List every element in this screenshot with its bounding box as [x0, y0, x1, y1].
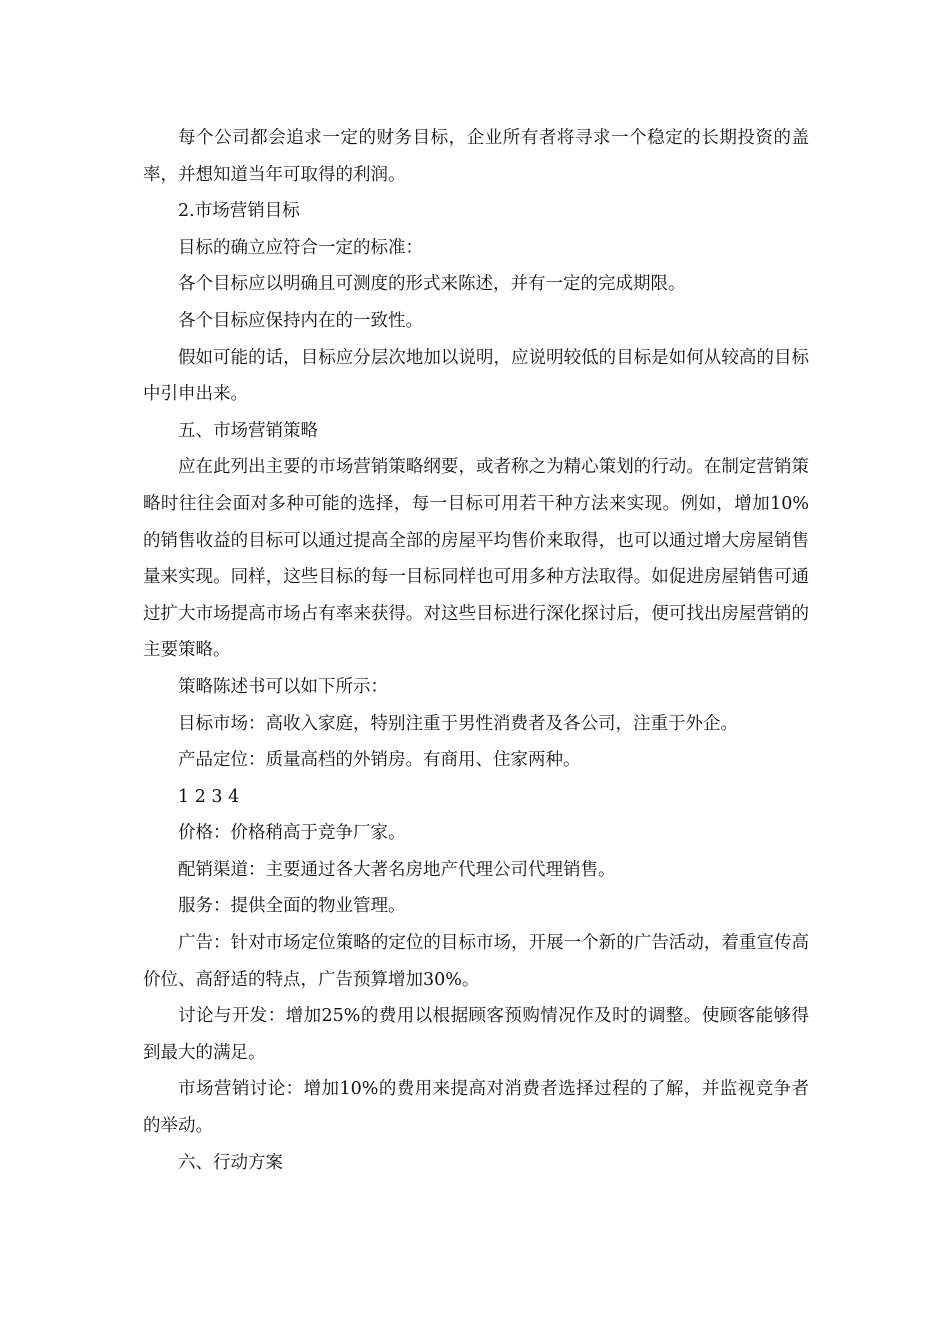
paragraph-distribution: 配销渠道：主要通过各大著名房地产代理公司代理销售。: [178, 859, 616, 880]
heading-marketing-goals: 2.市场营销目标: [178, 201, 300, 222]
paragraph-product-positioning: 产品定位：质量高档的外销房。有商用、住家两种。: [178, 750, 581, 771]
document-body: [143, 120, 809, 1181]
paragraph-research-development: 讨论与开发：增加25%的费用以根据顾客预购情况作及时的调整。使顾客能够得到最大的满足。: [143, 1006, 809, 1063]
paragraph-target-market: 目标市场：高收入家庭，特别注重于男性消费者及各公司，注重于外企。: [178, 713, 738, 734]
paragraph-service: 服务：提供全面的物业管理。: [178, 896, 406, 917]
heading-marketing-strategy: 五、市场营销策略: [178, 420, 318, 441]
paragraph-number-sequence: 1 2 3 4: [178, 786, 240, 807]
paragraph-measurable-goals: 各个目标应以明确且可测度的形式来陈述，并有一定的完成期限。: [178, 274, 686, 295]
heading-action-plan: 六、行动方案: [178, 1152, 283, 1173]
paragraph-financial-goals: 每个公司都会追求一定的财务目标，企业所有者将寻求一个稳定的长期投资的盖率，并想知道当年可取得的利润。: [143, 128, 809, 185]
paragraph-advertising: 广告：针对市场定位策略的定位的目标市场，开展一个新的广告活动，着重宣传高价位、高舒适的特点，广告预算增加30%。: [143, 933, 809, 990]
paragraph-marketing-research: 市场营销讨论：增加10%的费用来提高对消费者选择过程的了解，并监视竞争者的举动。: [143, 1079, 809, 1137]
paragraph-hierarchical-goals: 假如可能的话，目标应分层次地加以说明，应说明较低的目标是如何从较高的目标中引申出来。: [143, 347, 809, 405]
paragraph-goal-standards: 目标的确立应符合一定的标准：: [178, 237, 423, 258]
paragraph-strategy-outline: 应在此列出主要的市场营销策略纲要，或者称之为精心策划的行动。在制定营销策略时往往会面对多种可能的选择，每一目标可用若干种方法来实现。例如，增加10%的销售收益的目标可以通过提高全部的房屋平均售价来取得，也可以通过增大房屋销售量来实现。同样，这些目标的每一目标同样也可用多种方法取得。如促进房屋销售可通过扩大市场提高市场占有率来获得。对这些目标进行深化探讨后，便可找出房屋营销的主要策略。: [143, 457, 809, 661]
paragraph-strategy-statement: 策略陈述书可以如下所示：: [178, 676, 388, 697]
paragraph-price: 价格：价格稍高于竞争厂家。: [178, 823, 406, 844]
paragraph-consistent-goals: 各个目标应保持内在的一致性。: [178, 310, 423, 331]
